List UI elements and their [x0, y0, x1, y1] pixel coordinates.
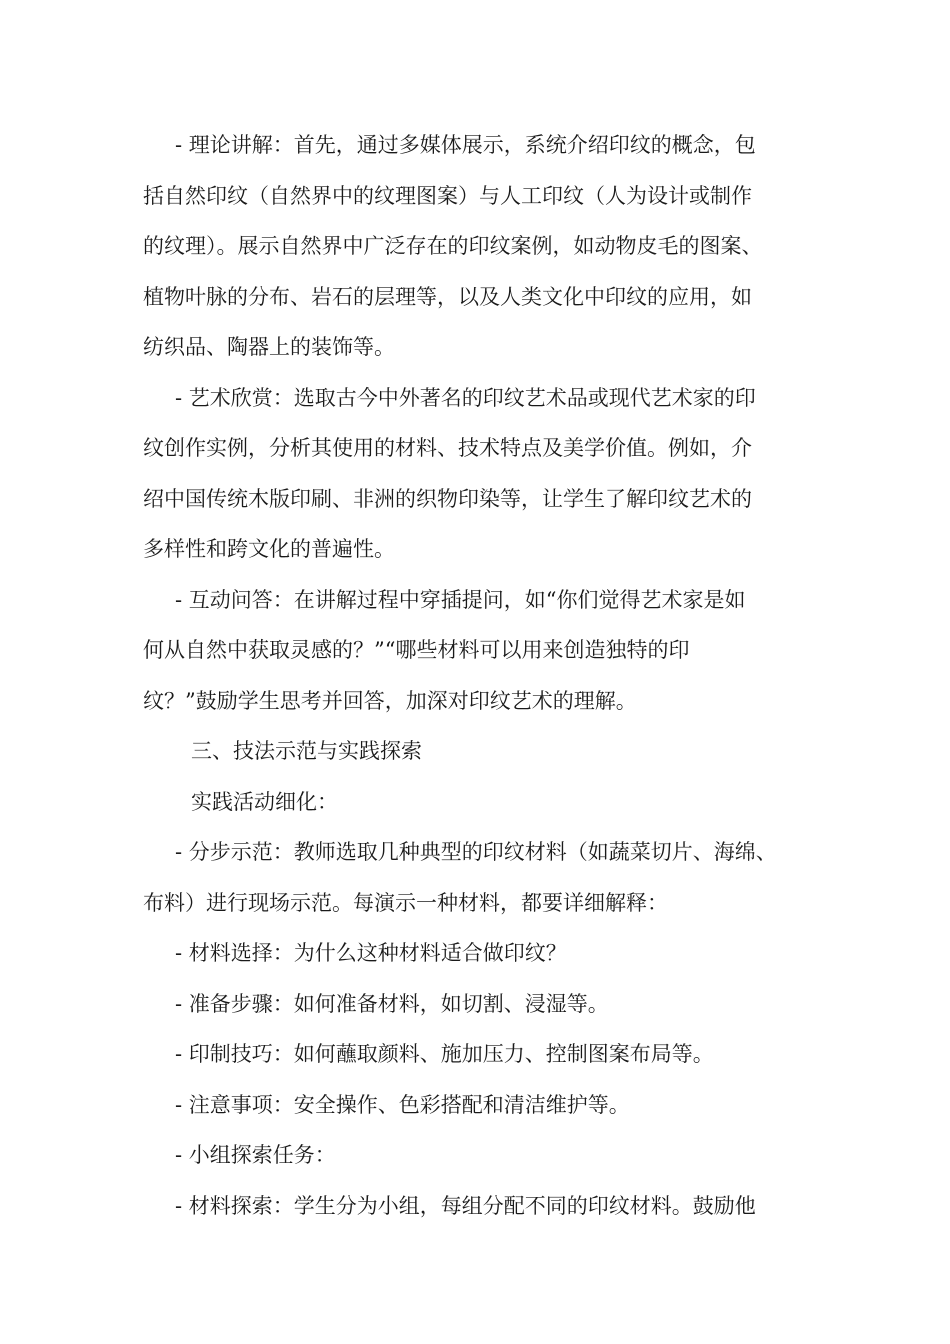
text-line: 多样性和跨文化的普遍性。 [143, 537, 395, 561]
text-line: - 分步示范：教师选取几种典型的印纹材料（如蔬菜切片、海绵、 [175, 840, 777, 864]
text-line: - 材料探索：学生分为小组，每组分配不同的印纹材料。鼓励他 [175, 1193, 756, 1218]
text-line: - 理论讲解：首先，通过多媒体展示，系统介绍印纹的概念，包 [175, 133, 756, 157]
text-line: 纹创作实例，分析其使用的材料、技术特点及美学价值。例如，介 [143, 436, 752, 460]
paragraph-interactive-qa [143, 575, 823, 727]
list-item [143, 928, 823, 979]
paragraph-step-demo [143, 827, 823, 928]
list-item [143, 1080, 823, 1131]
list-item [143, 979, 823, 1030]
section-heading [143, 726, 823, 777]
text-line: 括自然印纹（自然界中的纹理图案）与人工印纹（人为设计或制作 [143, 183, 752, 208]
text-line: 植物叶脉的分布、岩石的层理等，以及人类文化中印纹的应用，如 [143, 284, 752, 309]
text-line: - 准备步骤：如何准备材料，如切割、浸湿等。 [175, 991, 609, 1016]
text-line: 的纹理）。展示自然界中广泛存在的印纹案例，如动物皮毛的图案、 [143, 234, 763, 258]
text-line: - 互动问答：在讲解过程中穿插提问，如“你们觉得艺术家是如 [175, 587, 746, 612]
document-body [143, 120, 823, 1231]
text-line: - 注意事项：安全操作、色彩搭配和清洁维护等。 [175, 1092, 630, 1117]
text-line: 布料）进行现场示范。每演示一种材料，都要详细解释： [143, 890, 668, 915]
text-line: 绍中国传统木版印刷、非洲的织物印染等，让学生了解印纹艺术的 [143, 486, 752, 511]
paragraph-art-appreciation [143, 373, 823, 575]
list-item [143, 1181, 823, 1232]
text-line: 实践活动细化： [191, 789, 338, 814]
text-line: - 材料选择：为什么这种材料适合做印纹？ [175, 941, 567, 965]
text-line: 三、技法示范与实践探索 [191, 739, 422, 763]
text-line: - 印制技巧：如何蘸取颜料、施加压力、控制图案布局等。 [175, 1042, 714, 1066]
list-item [143, 1029, 823, 1080]
text-line: 纹？”鼓励学生思考并回答，加深对印纹艺术的理解。 [143, 688, 637, 713]
text-line: 何从自然中获取灵感的？”“哪些材料可以用来创造独特的印 [143, 638, 690, 662]
text-line: 纺织品、陶器上的装饰等。 [143, 335, 395, 359]
text-line: - 小组探索任务： [175, 1143, 336, 1167]
subsection-heading [143, 777, 823, 828]
paragraph-theory-lecture [143, 120, 823, 373]
text-line: - 艺术欣赏：选取古今中外著名的印纹艺术品或现代艺术家的印 [175, 385, 756, 410]
list-item [143, 1130, 823, 1181]
